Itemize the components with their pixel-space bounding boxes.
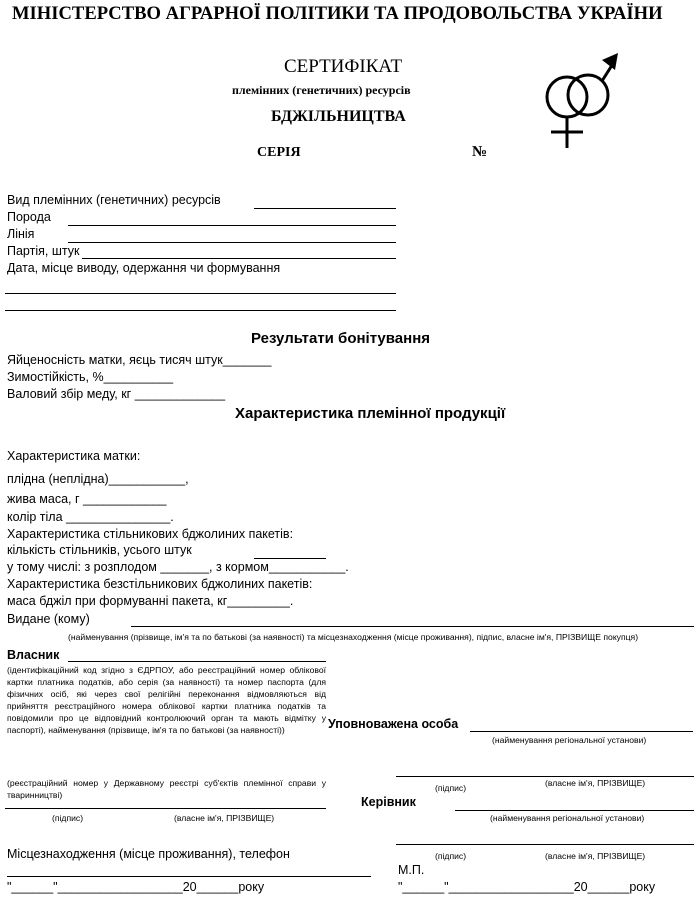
issued-to-line (131, 626, 694, 627)
resource-type-label: Вид племінних (генетичних) ресурсів (7, 193, 221, 207)
number-label: № (472, 144, 488, 160)
resource-type-line (254, 208, 396, 209)
location-label: Місцезнаходження (місце проживання), телефон (7, 847, 290, 861)
series-label: СЕРІЯ (257, 145, 301, 160)
line-label: Лінія (7, 227, 35, 241)
breed-line (68, 225, 396, 226)
date-place-label: Дата, місце виводу, одержання чи формування (7, 261, 281, 275)
owner-registry-note: (реєстраційний номер у Державному реєстрі суб'єктів племінної справи у тваринництві) (7, 778, 326, 800)
issued-to-caption: (найменування (прізвище, ім'я та по батькові (за наявності) та місцезнаходження (місце проживання), підпис, власне ім'я, ПРІЗВИЩЕ покупця) (68, 632, 639, 642)
owner-signature-caption: (підпис) (52, 813, 84, 823)
comb-count-field: кількість стільників, усього штук (7, 543, 192, 557)
authorized-name-caption: (власне ім'я, ПРІЗВИЩЕ) (545, 778, 646, 788)
head-name-caption: (власне ім'я, ПРІЗВИЩЕ) (545, 851, 646, 861)
live-weight-field: жива маса, г ____________ (7, 492, 167, 506)
head-caption: (найменування регіональної установи) (490, 813, 645, 823)
queen-label: Характеристика матки: (7, 449, 141, 463)
batch-label: Партія, штук (7, 244, 80, 258)
certificate-subtitle: племінних (генетичних) ресурсів (232, 83, 411, 97)
body-color-field: колір тіла _______________. (7, 510, 174, 524)
breed-label: Порода (7, 210, 51, 224)
honey-yield: Валовий збір меду, кг _____________ (7, 387, 226, 401)
date-right: "______"__________________20______року (398, 880, 656, 894)
batch-line (82, 258, 396, 259)
product-title: Характеристика племінної продукції (235, 405, 506, 422)
date-left: "______"__________________20______року (7, 880, 265, 894)
owner-signature-line (5, 808, 326, 809)
certificate-branch: БДЖІЛЬНИЦТВА (271, 108, 406, 125)
owner-description: (ідентифікаційний код згідно з ЄДРПОУ, або реєстраційний номер облікової картки платника податків, або серія (за наявності) та номер паспорта (для фізичних осіб, які через свої релігійні переконання відмовляються від прийняття реєстраційного номера облікової картки платника податків та повідомили про це відповідний контролюючий орган та мають відмітку у паспорті), найменування (прізвище, ім'я та по батькові (за наявності)) (7, 665, 326, 735)
owner-label: Власник (7, 648, 60, 662)
authorized-line (470, 731, 693, 732)
including-field: у тому числі: з розплодом _______, з кормом___________. (7, 560, 349, 574)
date-place-line-2 (5, 310, 396, 311)
certificate-title: СЕРТИФІКАТ (284, 56, 403, 77)
venus-mars-icon (540, 50, 624, 150)
fertile-field: плідна (неплідна)___________, (7, 472, 189, 486)
authorized-label: Уповноважена особа (328, 717, 459, 731)
head-label: Керівник (361, 795, 416, 809)
date-place-line-1 (5, 293, 396, 294)
winter-hardiness: Зимостійкість, %__________ (7, 370, 174, 384)
line-line (68, 242, 396, 243)
location-line (7, 876, 371, 877)
authorized-caption: (найменування регіональної установи) (492, 735, 647, 745)
bonitation-title: Результати бонітування (251, 330, 431, 347)
ministry-title: МІНІСТЕРСТВО АГРАРНОЇ ПОЛІТИКИ ТА ПРОДОВОЛЬСТВА УКРАЇНИ (12, 3, 663, 24)
combless-packages-label: Характеристика безстільникових бджолиних пакетів: (7, 577, 313, 591)
egg-production: Яйценосність матки, яєць тисяч штук_______ (7, 353, 272, 367)
mp-label: М.П. (398, 863, 425, 877)
head-signature-caption: (підпис) (435, 851, 467, 861)
owner-name-caption: (власне ім'я, ПРІЗВИЩЕ) (174, 813, 275, 823)
authorized-signature-caption: (підпис) (435, 783, 467, 793)
comb-count-line (254, 558, 326, 559)
owner-line (68, 661, 326, 662)
issued-to-label: Видане (кому) (7, 612, 90, 626)
authorized-signature-line (396, 776, 694, 777)
head-line (455, 810, 694, 811)
comb-packages-label: Характеристика стільникових бджолиних пакетів: (7, 527, 294, 541)
bee-mass-field: маса бджіл при формуванні пакета, кг_________. (7, 594, 294, 608)
head-signature-line (396, 844, 694, 845)
